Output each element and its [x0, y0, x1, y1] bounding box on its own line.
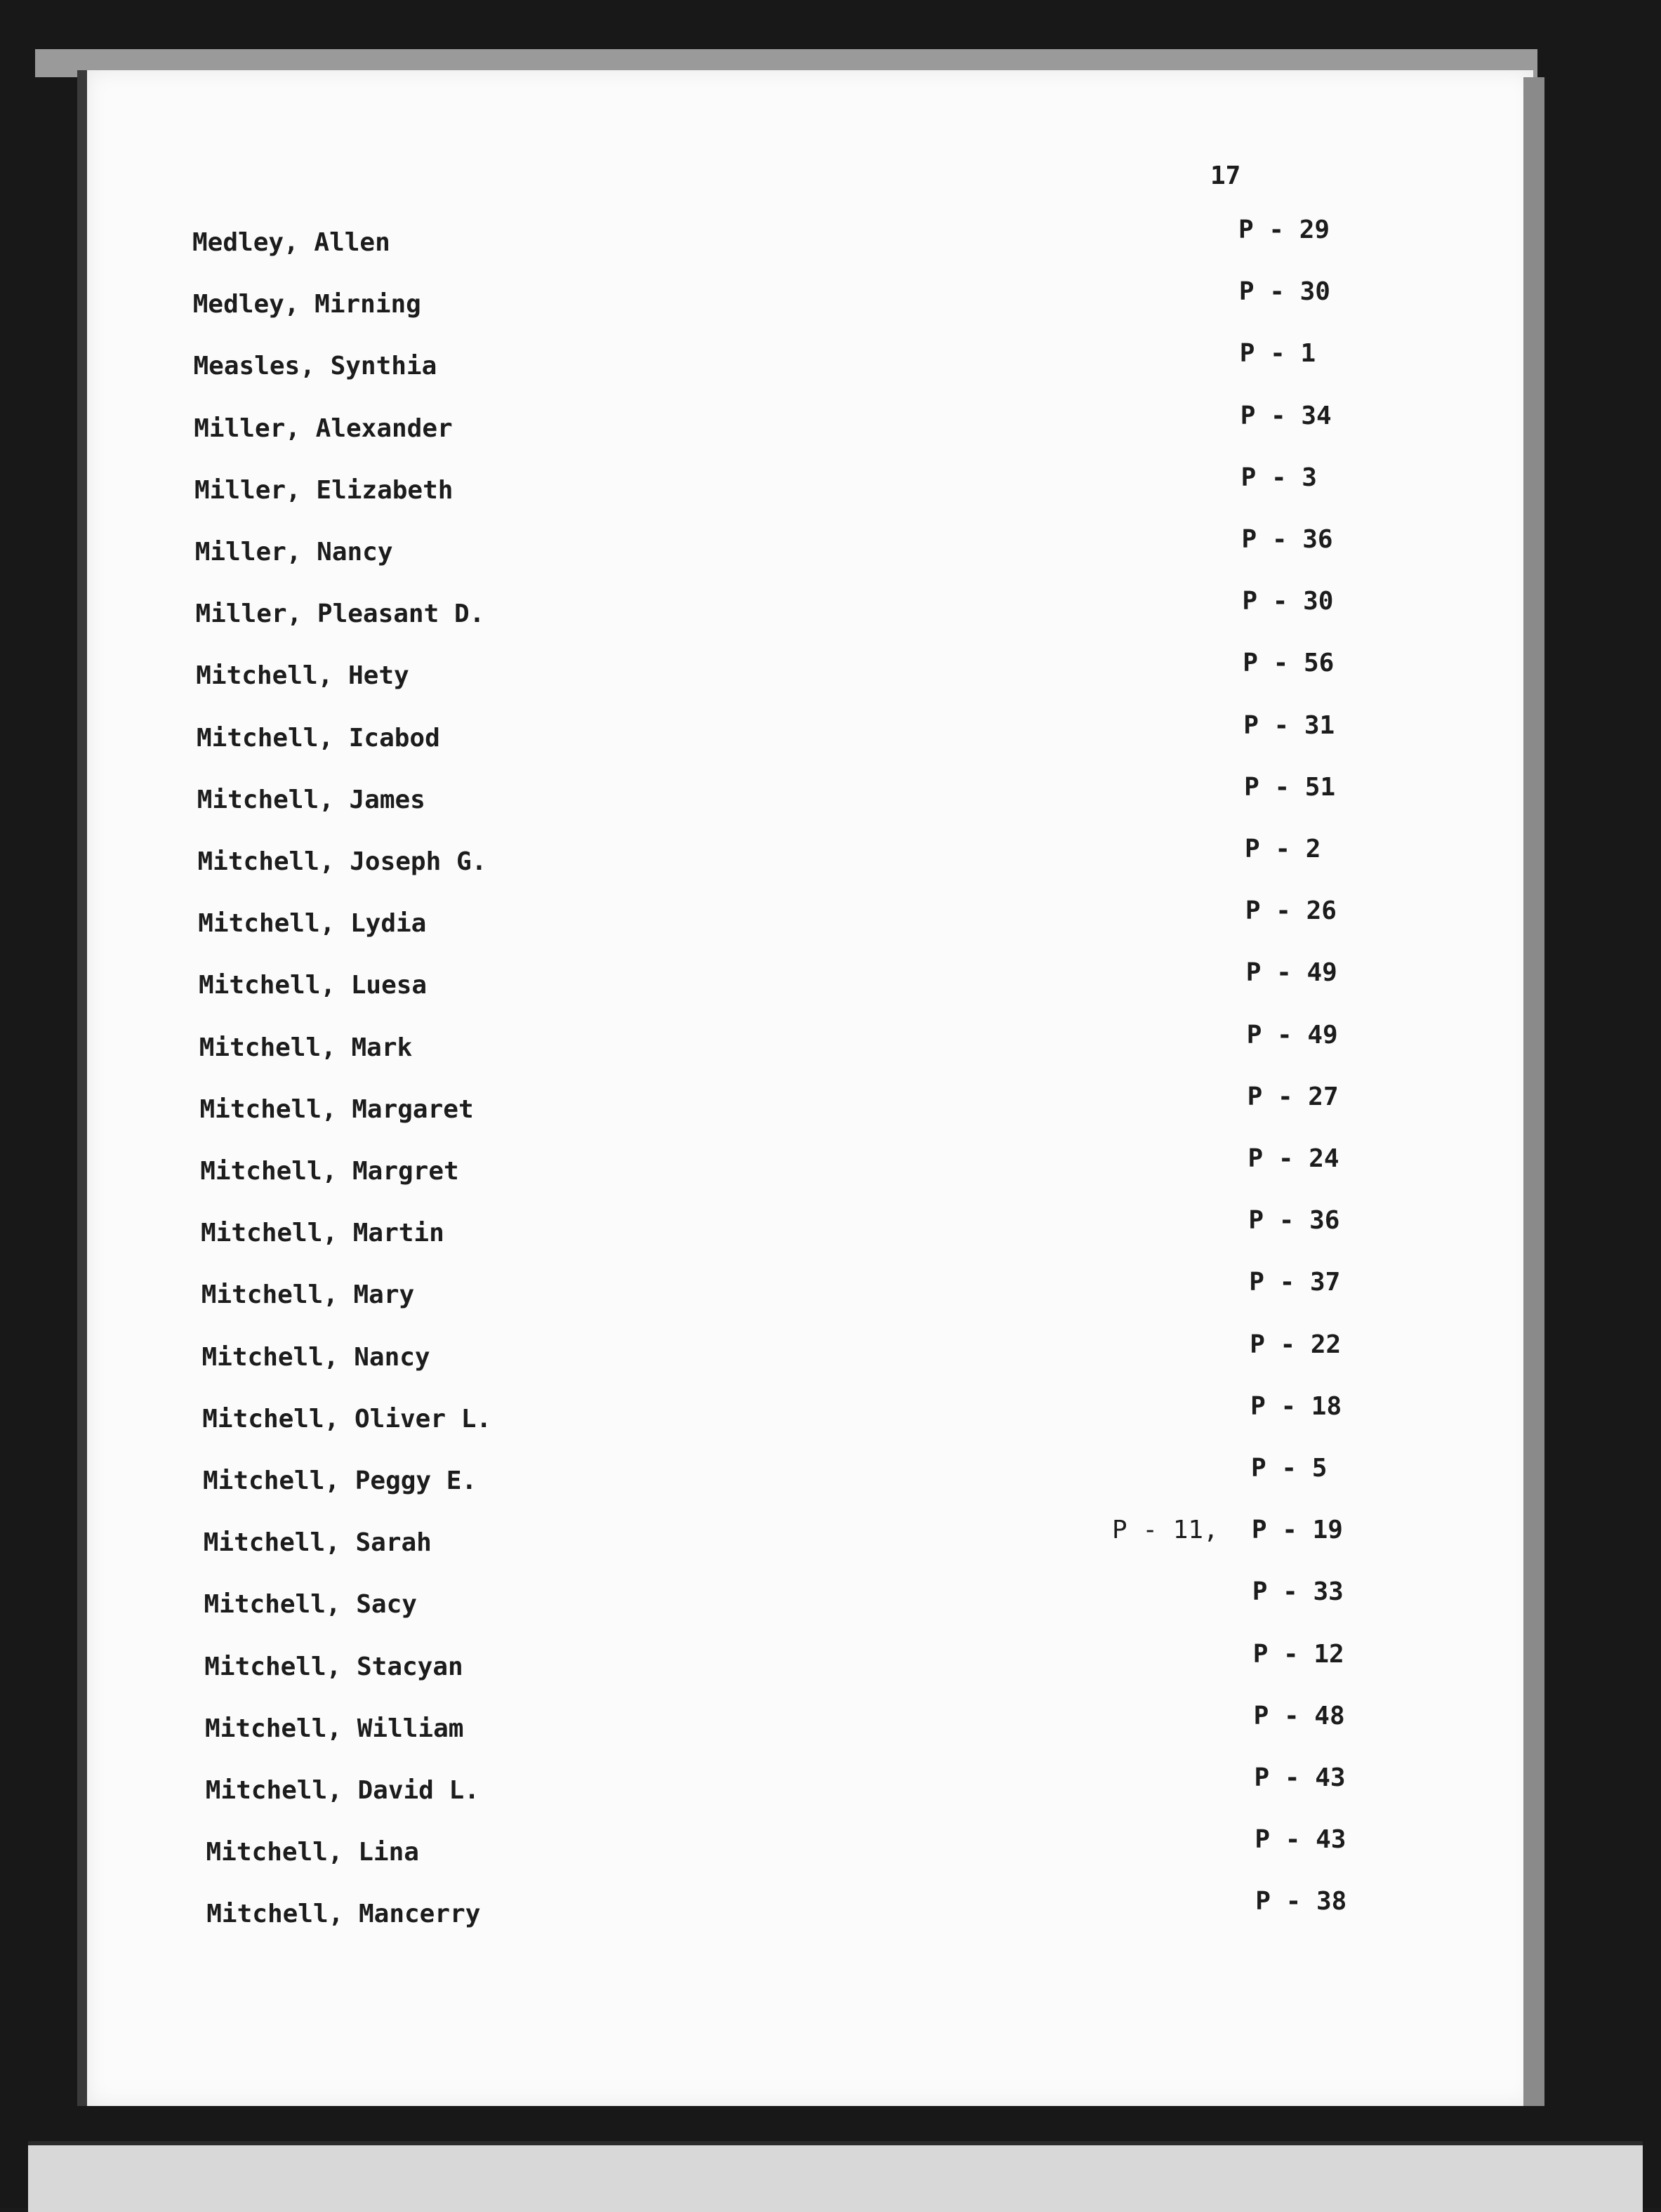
- entry-name: Mitchell, Nancy: [201, 1342, 430, 1372]
- index-entry: [87, 1206, 1533, 1261]
- entry-name: Mitchell, Sacy: [204, 1590, 417, 1620]
- entry-name: Mitchell, Margret: [200, 1157, 459, 1186]
- entry-page-ref: P - 49: [1246, 1020, 1338, 1049]
- entry-name: Mitchell, William: [205, 1714, 464, 1743]
- index-entry: [87, 525, 1533, 580]
- index-entry: [87, 772, 1533, 828]
- entry-page-ref: P - 29: [1238, 216, 1330, 244]
- entry-name: Mitchell, Luesa: [199, 971, 428, 1000]
- index-entry: [87, 216, 1533, 270]
- entry-page-ref: P - 30: [1238, 277, 1330, 307]
- entry-name: Mitchell, Martin: [201, 1219, 444, 1248]
- entry-name: Miller, Elizabeth: [194, 475, 454, 505]
- entry-name: Mitchell, James: [197, 785, 425, 814]
- entry-name: Medley, Allen: [192, 228, 390, 257]
- entry-page-ref: P - 19: [1251, 1516, 1343, 1545]
- entry-page-ref: P - 38: [1255, 1887, 1347, 1916]
- entry-name: Mitchell, Peggy E.: [203, 1466, 477, 1495]
- entry-extra-ref: P - 11,: [1112, 1516, 1219, 1545]
- entry-page-ref: P - 1: [1239, 339, 1316, 369]
- entry-page-ref: P - 51: [1244, 772, 1336, 802]
- index-entry: [87, 1516, 1533, 1570]
- index-entry: [87, 339, 1533, 394]
- index-entry: [87, 277, 1533, 332]
- entry-name: Mitchell, Mary: [201, 1280, 415, 1310]
- entry-name: Miller, Pleasant D.: [195, 600, 485, 629]
- entry-name: Miller, Alexander: [194, 413, 453, 443]
- entry-name: Medley, Mirning: [192, 290, 421, 319]
- entry-name: Mitchell, Stacyan: [204, 1652, 463, 1681]
- entry-name: Mitchell, Sarah: [203, 1528, 432, 1558]
- index-entry: [87, 710, 1533, 766]
- entry-page-ref: P - 12: [1252, 1639, 1344, 1669]
- entry-name: Mitchell, Lydia: [198, 909, 427, 939]
- entry-page-ref: P - 43: [1255, 1825, 1346, 1855]
- right-edge-shadow: [1523, 77, 1544, 2106]
- entry-name: Mitchell, Margaret: [199, 1094, 474, 1124]
- entry-page-ref: P - 31: [1243, 710, 1335, 740]
- document-page: [77, 70, 1533, 2106]
- entry-name: Mitchell, Lina: [206, 1838, 419, 1867]
- index-entry: [87, 1887, 1533, 1942]
- entry-page-ref: P - 2: [1245, 835, 1321, 863]
- index-entry: [87, 463, 1533, 518]
- entry-page-ref: P - 5: [1251, 1454, 1328, 1483]
- entry-page-ref: P - 48: [1253, 1701, 1345, 1730]
- entry-page-ref: P - 36: [1241, 525, 1333, 554]
- entry-page-ref: P - 27: [1247, 1082, 1339, 1111]
- index-entry: [87, 587, 1533, 642]
- index-entry: [87, 1144, 1533, 1199]
- entry-name: Mitchell, Joseph G.: [197, 847, 487, 876]
- entry-name: Mitchell, Oliver L.: [202, 1404, 492, 1433]
- entry-page-ref: P - 34: [1240, 401, 1332, 430]
- index-entry: [87, 1391, 1533, 1447]
- index-entry: [87, 1082, 1533, 1137]
- next-page-edge: [28, 2141, 1643, 2212]
- entry-page-ref: P - 18: [1250, 1391, 1342, 1421]
- page-number: 17: [1210, 161, 1241, 190]
- index-entry: [87, 1825, 1533, 1880]
- index-entry: [87, 401, 1533, 456]
- entry-name: Measles, Synthia: [193, 352, 437, 381]
- index-entry: [87, 1268, 1533, 1323]
- entry-name: Mitchell, Hety: [196, 661, 409, 691]
- entry-page-ref: P - 33: [1252, 1577, 1344, 1607]
- entry-page-ref: P - 56: [1243, 649, 1335, 678]
- entry-page-ref: P - 3: [1240, 463, 1317, 492]
- entry-page-ref: P - 26: [1245, 896, 1337, 926]
- index-entry: [87, 1020, 1533, 1075]
- index-entry: [87, 649, 1533, 703]
- entry-name: Mitchell, David L.: [205, 1776, 479, 1805]
- index-entry: [87, 1577, 1533, 1632]
- index-entry: [87, 1639, 1533, 1695]
- entry-name: Mitchell, Mark: [199, 1033, 413, 1062]
- index-entry: [87, 1330, 1533, 1385]
- entry-page-ref: P - 49: [1245, 958, 1337, 988]
- entry-page-ref: P - 36: [1248, 1206, 1340, 1236]
- index-entry: [87, 1701, 1533, 1756]
- entry-page-ref: P - 30: [1242, 587, 1334, 616]
- index-entry: [87, 1454, 1533, 1509]
- index-entry: [87, 958, 1533, 1013]
- entry-page-ref: P - 43: [1254, 1763, 1346, 1792]
- entry-page-ref: P - 24: [1248, 1144, 1339, 1173]
- entry-name: Mitchell, Mancerry: [206, 1900, 481, 1929]
- entry-name: Miller, Nancy: [194, 538, 393, 567]
- entry-name: Mitchell, Icabod: [197, 723, 440, 753]
- entry-page-ref: P - 22: [1250, 1330, 1342, 1359]
- entry-page-ref: P - 37: [1249, 1268, 1341, 1297]
- index-entry: [87, 1763, 1533, 1818]
- index-entry: [87, 896, 1533, 951]
- index-entry: [87, 835, 1533, 889]
